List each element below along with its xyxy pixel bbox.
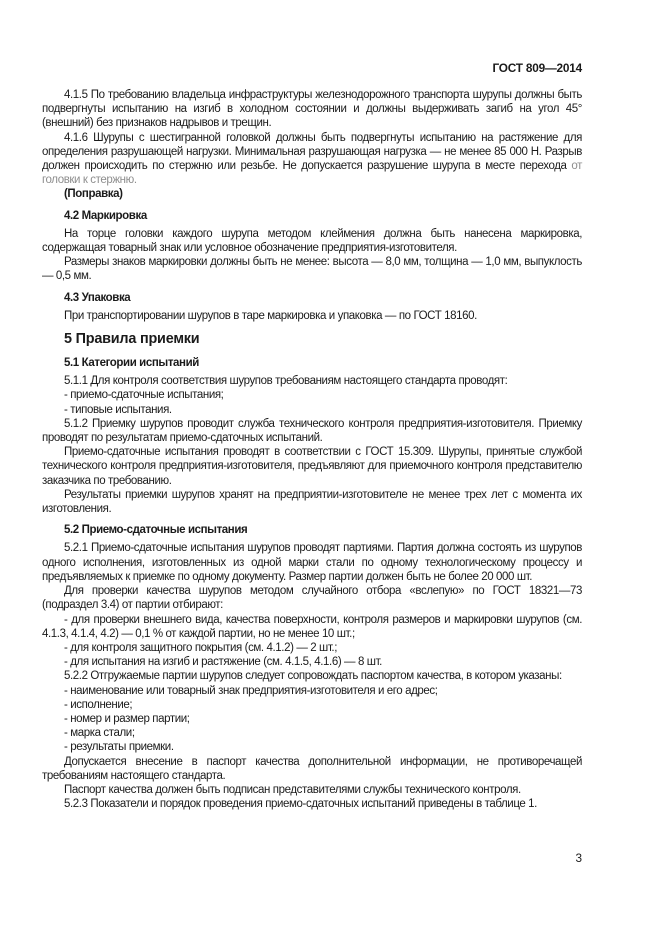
paragraph: Размеры знаков маркировки должны быть не менее: высота — 8,0 мм, толщина — 1,0 мм, выпуклость — 0,5 мм. [42, 256, 582, 283]
paragraph: - для проверки внешнего вида, качества поверхности, контроля размеров и маркировки шурупов (см. 4.1.3, 4.1.4, 4.2) — 0,1 % от каждой партии, но не менее 10 шт.; [42, 613, 582, 640]
amendment-note: (Поправка) [64, 188, 123, 201]
paragraph: - марка стали; [64, 727, 135, 740]
paragraph: 5.2.2 Отгружаемые партии шурупов следует сопровождать паспортом качества, в котором указаны: [64, 670, 562, 683]
paragraph: 5.2.1 Приемо-сдаточные испытания шурупов проводят партиями. Партия должна состоять из шурупов одного исполнения, изготовленных из одной марки стали по одному технологическому процессу и предъявляемых к приемке по одному документу. Размер партии должен быть не более 20 000 шт. [42, 542, 582, 583]
paragraph: - наименование или товарный знак предприятия-изготовителя и его адрес; [64, 684, 438, 697]
paragraph: Паспорт качества должен быть подписан представителями службы технического контроля. [64, 783, 521, 796]
paragraph: 5.1.1 Для контроля соответствия шурупов требованиям настоящего стандарта проводят: [64, 375, 508, 388]
paragraph: - результаты приемки. [64, 741, 174, 754]
paragraph: 4.1.6 Шурупы с шестигранной головкой должны быть подвергнуты испытанию на растяжение для определения разрушающей нагрузки. Минимальная разрушающая нагрузка — не менее 85 000 Н. Разрыв должен происходить по стержню или резьбе. Не допускается разрушение шурупа в месте перехода от головки к стержню. [42, 131, 582, 187]
paragraph: - для испытания на изгиб и растяжение (см. 4.1.5, 4.1.6) — 8 шт. [64, 656, 382, 669]
paragraph: 5.2.3 Показатели и порядок проведения приемо-сдаточных испытаний приведены в таблице 1. [64, 798, 537, 811]
document-body [42, 88, 582, 811]
chapter-heading: 5 Правила приемки [64, 331, 200, 348]
section-heading: 5.2 Приемо-сдаточные испытания [64, 524, 248, 537]
page-number: 3 [575, 851, 582, 865]
paragraph: Допускается внесение в паспорт качества дополнительной информации, не противоречащей требованиям настоящего стандарта. [42, 755, 582, 782]
paragraph: - типовые испытания. [64, 403, 172, 416]
paragraph: - исполнение; [64, 698, 133, 711]
paragraph: Приемо-сдаточные испытания проводят в соответствии с ГОСТ 15.309. Шурупы, принятые службой технического контроля предприятия-изготовителя, предъявляют для приемочного контроля представителю заказчика по требованию. [42, 446, 582, 487]
paragraph: На торце головки каждого шурупа методом клеймения должна быть нанесена маркировка, содержащая товарный знак или условное обозначение предприятия-изготовителя. [42, 227, 582, 255]
paragraph: - для контроля защитного покрытия (см. 4.1.2) — 2 шт.; [64, 641, 338, 654]
paragraph: 4.1.5 По требованию владельца инфраструктуры железнодорожного транспорта шурупы должны быть подвергнуты испытанию на изгиб в холодном состоянии и должны выдерживать загиб на угол 45° (внешний) без признаков надрывов и трещин. [42, 89, 582, 130]
faded-text: от головки к стержню. [42, 160, 582, 187]
paragraph: - приемо-сдаточные испытания; [64, 389, 224, 402]
paragraph: При транспортировании шурупов в таре маркировка и упаковка — по ГОСТ 18160. [64, 309, 477, 322]
section-heading: 4.2 Маркировка [64, 209, 147, 222]
paragraph: - номер и размер партии; [64, 712, 190, 725]
section-heading: 4.3 Упаковка [64, 291, 131, 304]
paragraph: Для проверки качества шурупов методом случайного отбора «вслепую» по ГОСТ 18321—73 (подраздел 3.4) от партии отбирают: [42, 585, 582, 612]
standard-code: ГОСТ 809—2014 [492, 61, 582, 75]
paragraph: 5.1.2 Приемку шурупов проводит служба технического контроля предприятия-изготовителя. Приемку проводят по результатам приемо-сдаточных испытаний. [42, 417, 582, 445]
paragraph: Результаты приемки шурупов хранят на предприятии-изготовителе не менее трех лет с момента их изготовления. [42, 488, 582, 516]
section-heading: 5.1 Категории испытаний [64, 357, 199, 370]
